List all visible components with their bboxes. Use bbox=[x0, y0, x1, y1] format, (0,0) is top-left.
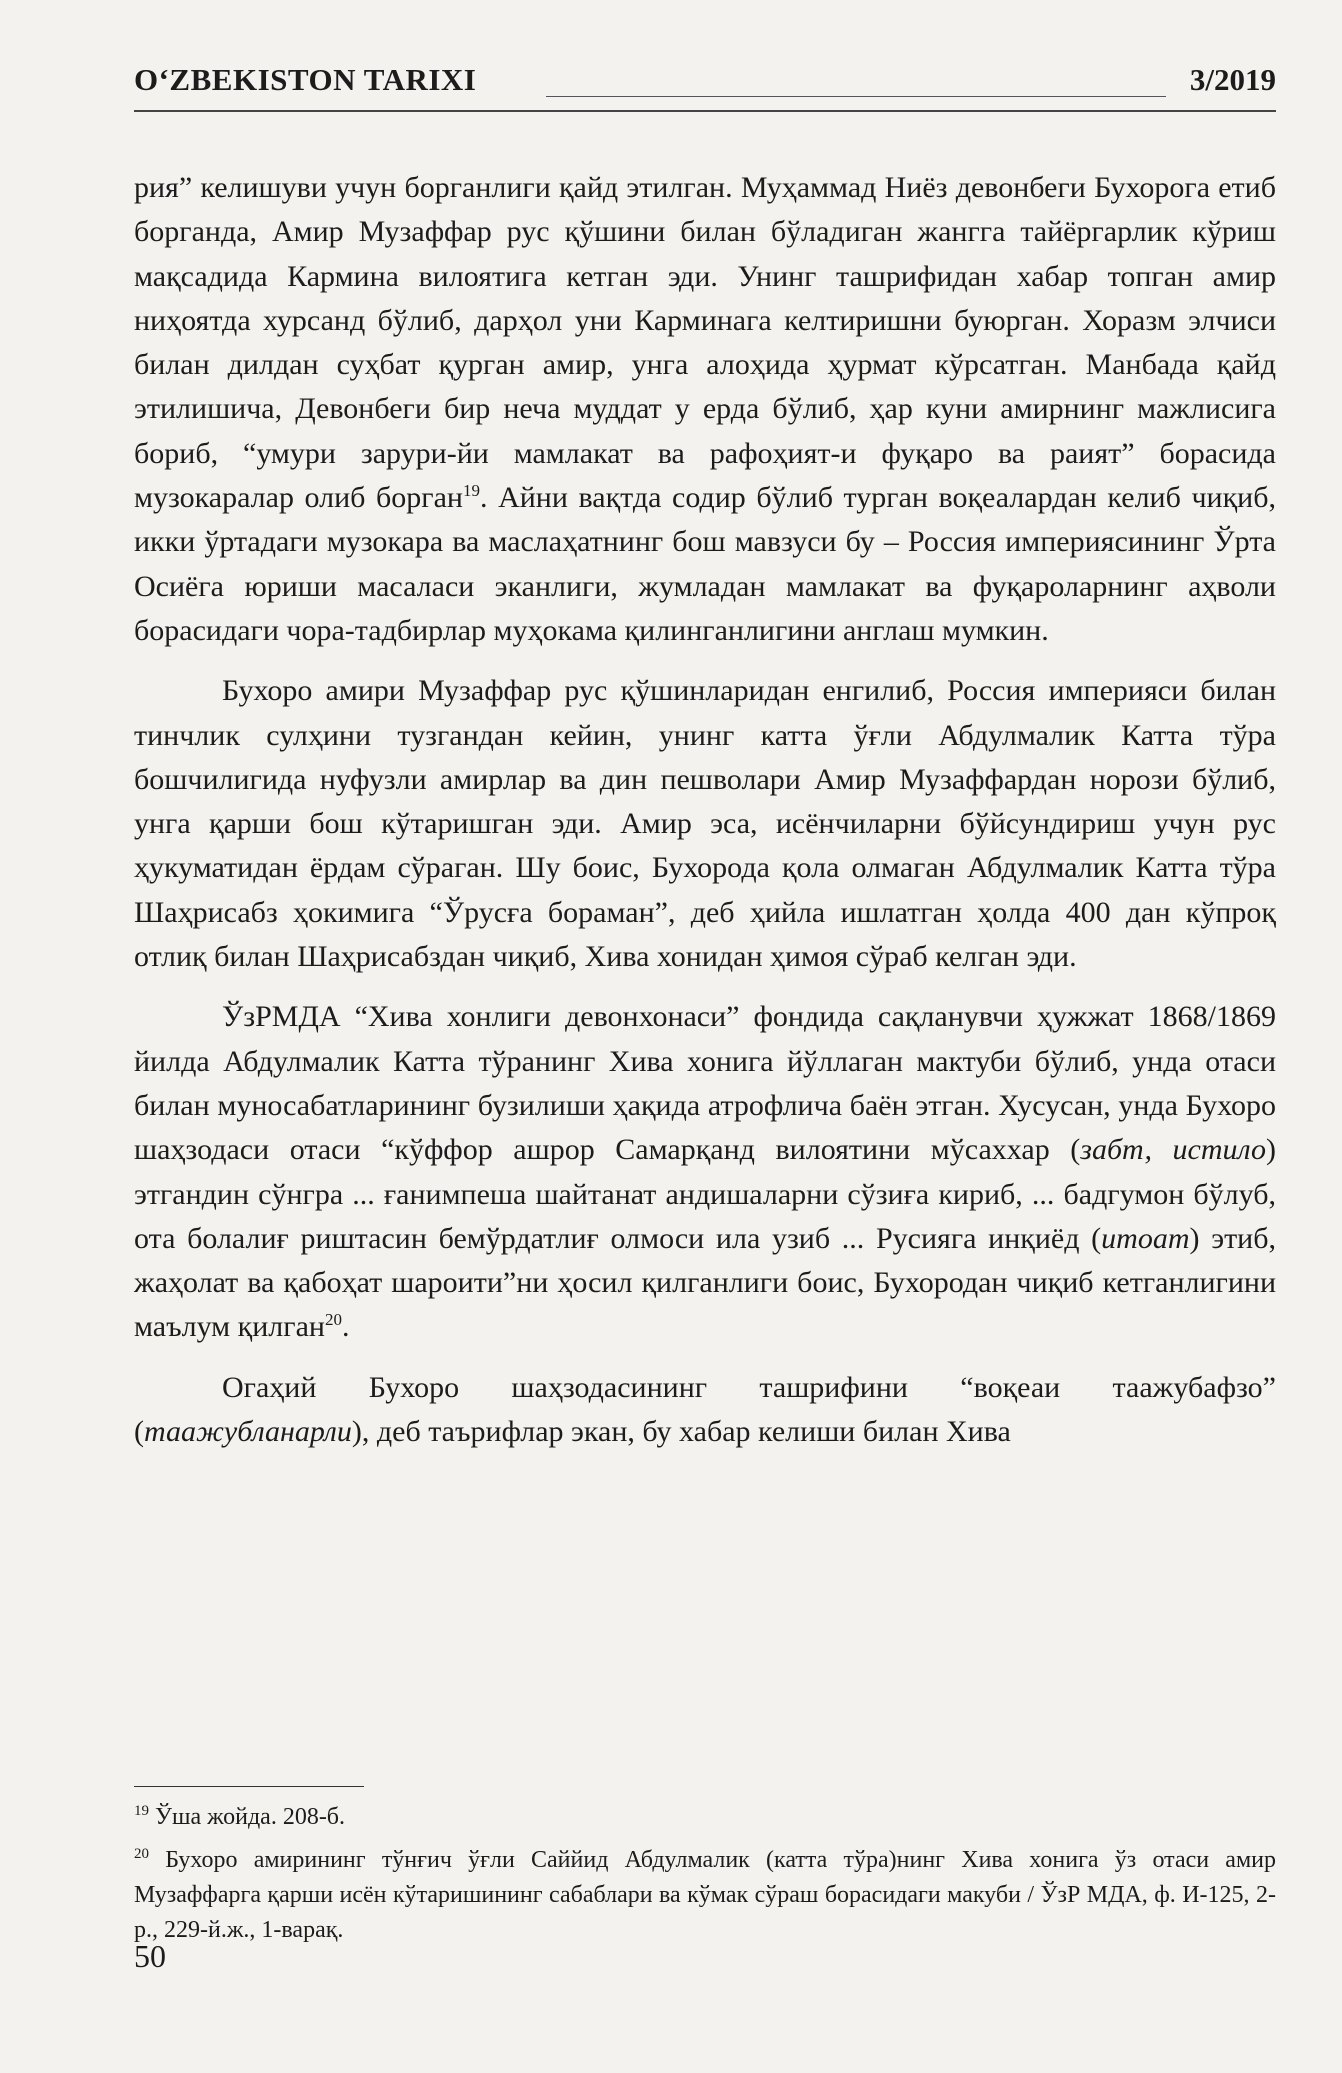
footnote-text: Ўша жойда. 208-б. bbox=[149, 1804, 346, 1830]
text-run: ), деб таърифлар экан, бу хабар келиши билан Хива bbox=[351, 1415, 1011, 1449]
italic-gloss: забт, истило bbox=[1080, 1133, 1266, 1167]
text-run: . Айни вақтда содир бўлиб турган воқеалардан келиб чиқиб, икки ўртадаги музокара ва маслаҳатнинг бош мавзуси бу – Россия империясининг Ўрта Осиёга юриши масаласи эканлиги, жумладан мамлакат ва фуқароларнинг аҳволи борасидаги чора-тадбирлар муҳокама қилинганлигини англаш мумкин. bbox=[134, 481, 1276, 647]
text-run: рия” келишуви учун борганлиги қайд этилган. Муҳаммад Ниёз девонбеги Бухорога етиб борганда, Амир Музаффар рус қўшини билан бўладиган жангга тайёргарлик кўриш мақсадида Кармина вилоятига кетган эди. Унинг ташрифидан хабар топган амир ниҳоятда хурсанд бўлиб, дарҳол уни Карминага келтиришни буюрган. Хоразм элчиси билан дилдан суҳбат қурган амир, унга алоҳида ҳурмат кўрсатган. Манбада қайд этилишича, Девонбеги бир неча муддат у ерда бўлиб, ҳар куни амирнинг мажлисига бориб, “умури зарури-йи мамлакат ва рафоҳият-и фуқаро ва раият” борасида музокаралар олиб борган bbox=[134, 171, 1276, 515]
footnote bbox=[134, 1843, 1276, 1948]
italic-gloss: таажубланарли bbox=[144, 1415, 352, 1449]
page-number: 50 bbox=[134, 1938, 166, 1974]
header-rule bbox=[546, 96, 1166, 97]
text-run: Огаҳий Бухоро шаҳзодасининг ташрифини “воқеаи таажубафзо” ( bbox=[134, 1370, 1276, 1449]
paragraph bbox=[134, 995, 1276, 1349]
text-run: ) этгандин сўнгра ... ғанимпеша шайтанат андишаларни сўзиға кириб, ... бадгумон бўлуб, ота болалиғ риштасин бемўрдатлиғ олмоси ила узиб ... Русияга инқиёд ( bbox=[134, 1133, 1276, 1255]
paragraph bbox=[134, 166, 1276, 653]
italic-gloss: итоат bbox=[1101, 1221, 1190, 1255]
issue-number: 3/2019 bbox=[1189, 62, 1276, 97]
paragraph bbox=[134, 669, 1276, 979]
text-run: . bbox=[341, 1310, 350, 1344]
paragraph bbox=[134, 1366, 1276, 1455]
footnote bbox=[134, 1800, 1276, 1835]
footnote-separator bbox=[134, 1786, 364, 1787]
footnotes bbox=[134, 1800, 1276, 1948]
footnote-number: 19 bbox=[134, 1803, 149, 1819]
footnote-text: Бухоро амирининг тўнғич ўғли Саййид Абдулмалик (катта тўра)нинг Хива хонига ўз отаси амир Музаффарга қарши исён кўтаришининг сабаблари ва кўмак сўраш борасидаги макуби / ЎзР МДА, ф. И-125, 2-р., 229-й.ж., 1-варақ. bbox=[134, 1847, 1276, 1943]
article-body bbox=[134, 166, 1276, 1454]
footnote-ref[interactable]: 20 bbox=[324, 1310, 342, 1330]
text-run: ЎзРМДА “Хива хонлиги девонхонаси” фондида сақланувчи ҳужжат 1868/1869 йилда Абдулмалик Катта тўранинг Хива хонига йўллаган мактуби бўлиб, унда отаси билан муносабатларининг бузилиши ҳақида атрофлича баён этган. Хусусан, унда Бухоро шаҳзодаси отаси “кўффор ашрор Самарқанд вилоятини мўсаххар ( bbox=[134, 1000, 1276, 1167]
footnote-number: 20 bbox=[134, 1846, 149, 1862]
text-run: Бухоро амири Музаффар рус қўшинларидан енгилиб, Россия империяси билан тинчлик сулҳини тузгандан кейин, унинг катта ўғли Абдулмалик Катта тўра бошчилигида нуфузли амирлар ва дин пешволари Амир Музаффардан норози бўлиб, унга қарши бош кўтаришган эди. Амир эса, исёнчиларни бўйсундириш учун рус ҳукуматидан ёрдам сўраган. Шу боис, Бухорода қола олмаган Абдулмалик Катта тўра Шаҳрисабз ҳокимига “Ўрусға бораман”, деб ҳийла ишлатган ҳолда 400 дан кўпроқ отлиқ билан Шаҳрисабздан чиқиб, Хива хонидан ҳимоя сўраб келган эди. bbox=[134, 674, 1276, 974]
text-run: ) этиб, жаҳолат ва қабоҳат шароити”ни ҳосил қилганлиги боис, Бухородан чиқиб кетганлигини маълум қилган bbox=[134, 1221, 1277, 1344]
footnote-ref[interactable]: 19 bbox=[462, 481, 480, 501]
journal-title: O‘ZBEKISTON TARIXI bbox=[134, 62, 477, 97]
running-header bbox=[134, 58, 1276, 112]
